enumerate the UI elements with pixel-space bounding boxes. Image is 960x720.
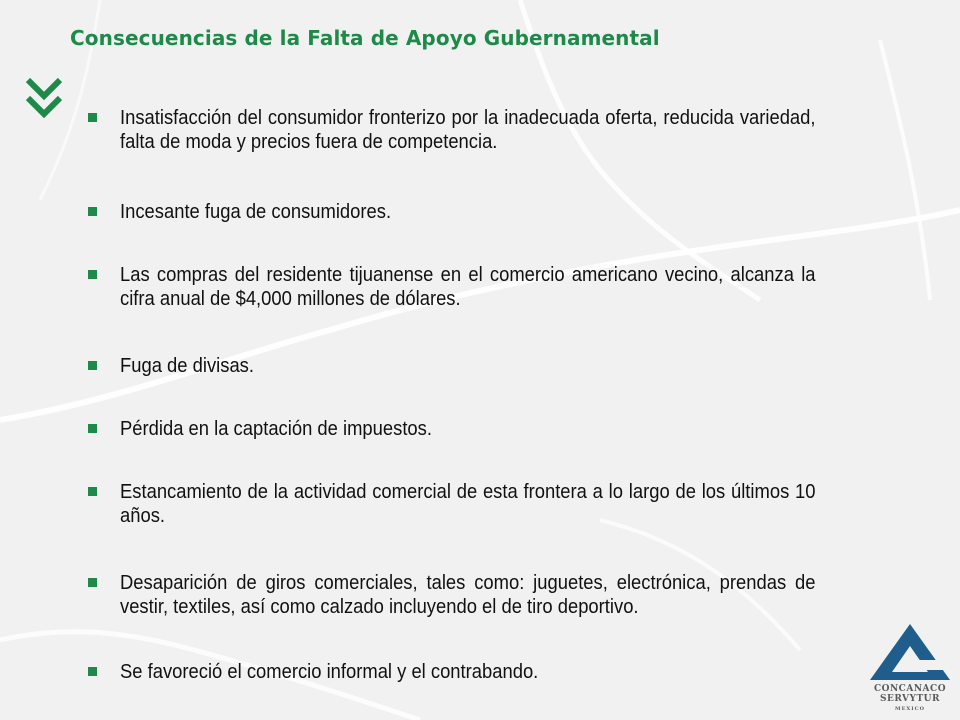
list-item bbox=[88, 571, 876, 619]
square-bullet-icon bbox=[88, 578, 97, 587]
bullet-text: Fuga de divisas. bbox=[120, 355, 254, 377]
list-item bbox=[88, 200, 876, 224]
bullet-text: Pérdida en la captación de impuestos. bbox=[120, 418, 432, 440]
double-chevron-down-icon bbox=[24, 76, 64, 120]
list-item bbox=[88, 354, 876, 378]
list-item bbox=[88, 263, 876, 311]
bullet-text: Se favoreció el comercio informal y el contrabando. bbox=[120, 661, 539, 683]
square-bullet-icon bbox=[88, 667, 97, 676]
list-item bbox=[88, 660, 876, 684]
logo-line-1: CONCANACO bbox=[873, 684, 947, 694]
square-bullet-icon bbox=[88, 361, 97, 370]
bullet-text: Estancamiento de la actividad comercial de esta frontera a lo largo de los últimos 10 años. bbox=[120, 481, 816, 527]
logo-line-3: MEXICO bbox=[895, 706, 925, 712]
logo-line-2: SERVYTUR bbox=[880, 694, 940, 704]
bullet-text: Incesante fuga de consumidores. bbox=[120, 201, 392, 223]
square-bullet-icon bbox=[88, 424, 97, 433]
list-item bbox=[88, 106, 876, 154]
square-bullet-icon bbox=[88, 487, 97, 496]
bullet-text: Desaparición de giros comerciales, tales como: juguetes, electrónica, prendas de vestir, textiles, así como calzado incluyendo el de tiro deportivo. bbox=[120, 572, 816, 618]
bullet-text: Insatisfacción del consumidor fronterizo por la inadecuada oferta, reducida variedad, falta de moda y precios fuera de competencia. bbox=[120, 107, 816, 153]
slide-title: Consecuencias de la Falta de Apoyo Gubernamental bbox=[70, 26, 660, 50]
list-item bbox=[88, 417, 876, 441]
square-bullet-icon bbox=[88, 207, 97, 216]
square-bullet-icon bbox=[88, 270, 97, 279]
list-item bbox=[88, 480, 876, 528]
logo-wordmark bbox=[862, 684, 958, 714]
bullet-text: Las compras del residente tijuanense en el comercio americano vecino, alcanza la cifra anual de $4,000 millones de dólares. bbox=[120, 264, 816, 310]
square-bullet-icon bbox=[88, 113, 97, 122]
